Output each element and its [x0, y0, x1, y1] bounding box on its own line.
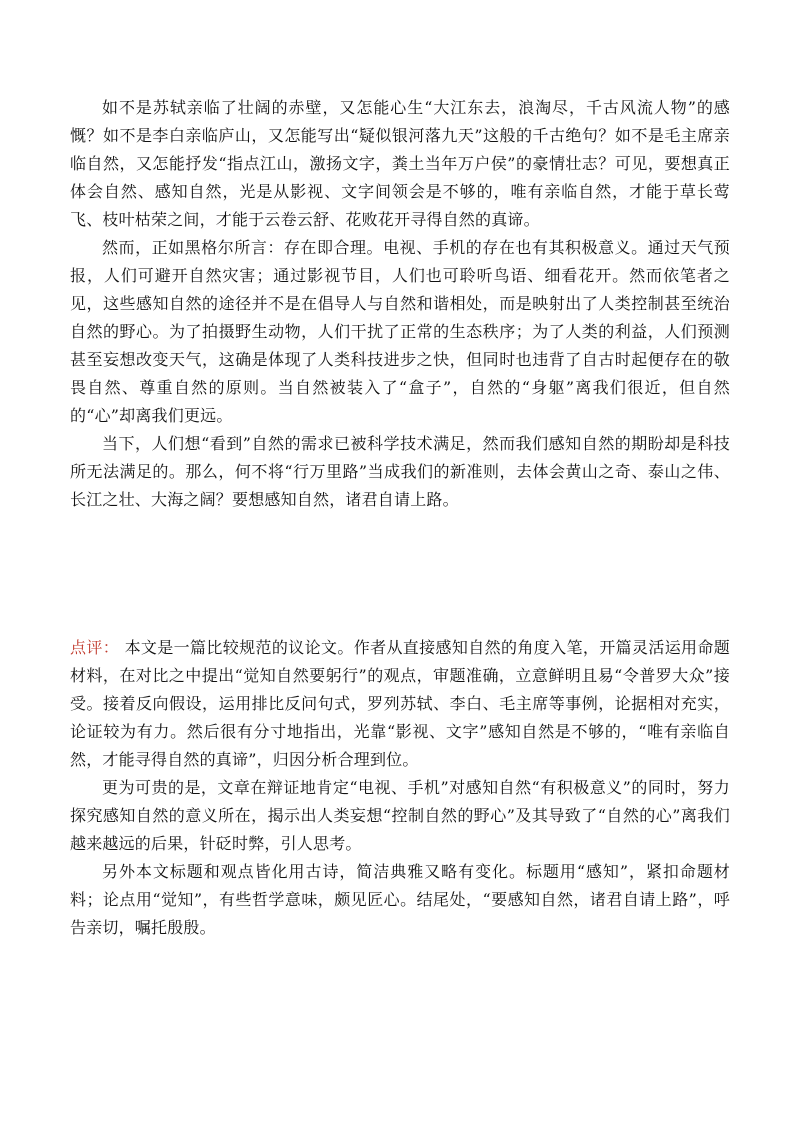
essay-paragraph-1: 如不是苏轼亲临了壮阔的赤壁，又怎能心生“大江东去，浪淘尽，千古风流人物”的感慨？如不是李白亲临庐山，又怎能写出“疑似银河落九天”这般的千古绝句？如不是毛主席亲临自然，又怎能抒发“指点江山，激扬文字，粪土当年万户侯”的豪情壮志？可见，要想真正体会自然、感知自然，光是从影视、文字间领会是不够的，唯有亲临自然，才能于草长莺飞、枝叶枯荣之间，才能于云卷云舒、花败花开寻得自然的真谛。: [70, 98, 730, 229]
essay-paragraph-2: 然而，正如黑格尔所言：存在即合理。电视、手机的存在也有其积极意义。通过天气预报，人们可避开自然灾害；通过影视节目，人们也可聆听鸟语、细看花开。然而依笔者之见，这些感知自然的途径并不是在倡导人与自然和谐相处，而是映射出了人类控制甚至统治自然的野心。为了拍摄野生动物，人们干扰了正常的生态秩序；为了人类的利益，人们预测甚至妄想改变天气，这确是体现了人类科技进步之快，但同时也违背了自古时起便存在的敬畏自然、尊重自然的原则。当自然被装入了“盒子”，自然的“身躯”离我们很近，但自然的“心”却离我们更远。: [70, 238, 730, 425]
commentary-paragraph-3: 另外本文标题和观点皆化用古诗，简洁典雅又略有变化。标题用“感知”，紧扣命题材料；论点用“觉知”，有些哲学意味，颇见匠心。结尾处，“要感知自然，诸君自请上路”，呼告亲切，嘱托殷殷。: [70, 862, 730, 937]
commentary-label: 点评：: [70, 638, 120, 657]
essay-paragraph-3: 当下，人们想“看到”自然的需求已被科学技术满足，然而我们感知自然的期盼却是科技所无法满足的。那么，何不将“行万里路”当成我们的新准则，去体会黄山之奇、泰山之伟、长江之壮、大海之阔？要想感知自然，诸君自请上路。: [70, 434, 730, 509]
essay-body: [70, 94, 730, 514]
commentary-first-text: 本文是一篇比较规范的议论文。作者从直接感知自然的角度入笔，开篇灵活运用命题材料，在对比之中提出“觉知自然要躬行”的观点，审题准确，立意鲜明且易“令普罗大众”接受。接着反向假设，运用排比反问句式，罗列苏轼、李白、毛主席等事例，论据相对充实，论证较为有力。然后很有分寸地指出，光靠“影视、文字”感知自然是不够的，“唯有亲临自然，才能寻得自然的真谛”，归因分析合理到位。: [70, 638, 730, 769]
commentary-paragraph-1: [70, 634, 730, 774]
commentary-paragraph-2: 更为可贵的是，文章在辩证地肯定“电视、手机”对感知自然“有积极意义”的同时，努力探究感知自然的意义所在，揭示出人类妄想“控制自然的野心”及其导致了“自然的心”离我们越来越远的后果，针砭时弊，引人思考。: [70, 778, 730, 853]
commentary-section: [70, 634, 730, 942]
